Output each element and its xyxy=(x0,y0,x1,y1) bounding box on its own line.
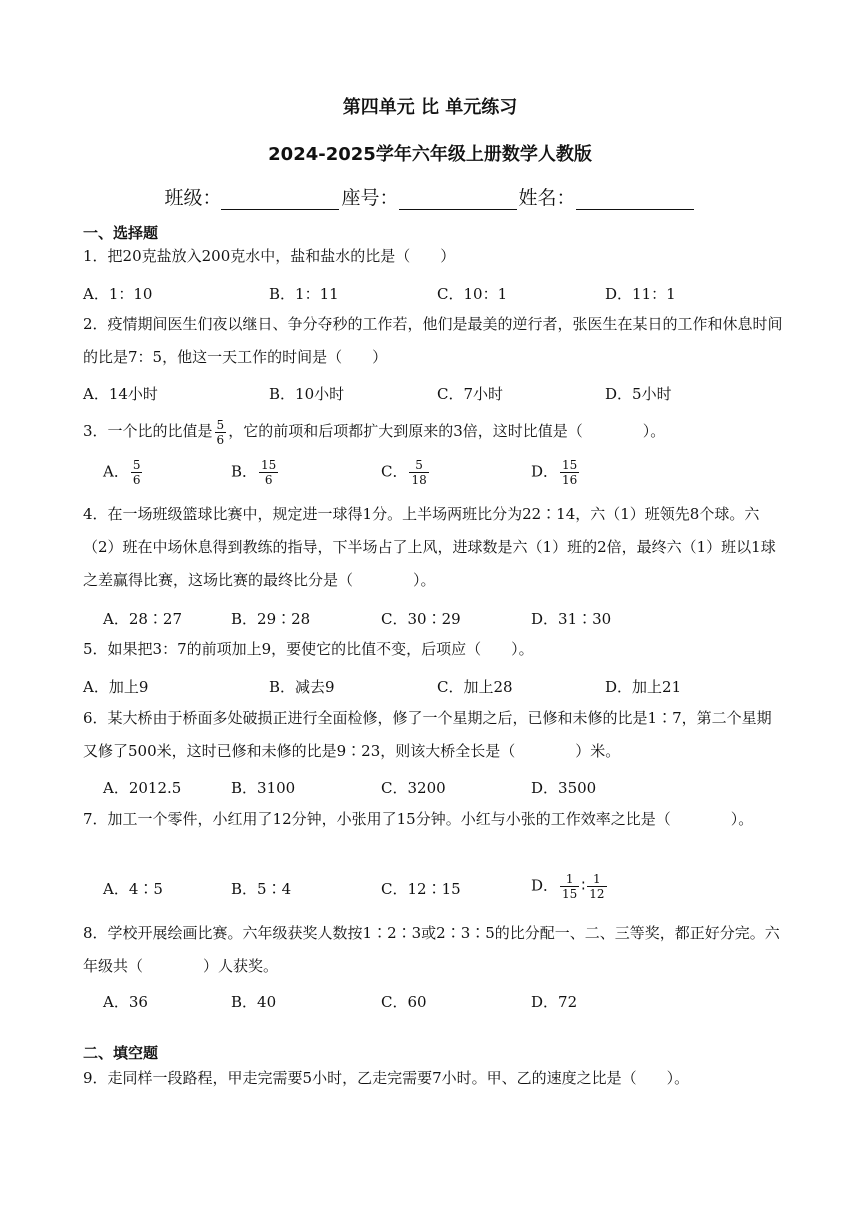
option-d: D． $\frac{15}{16}$ xyxy=(531,458,578,487)
name-blank xyxy=(576,189,694,210)
option-c: C．3200 xyxy=(381,779,446,797)
question-5: 5．如果把3：7的前项加上9，要使它的比值不变，后项应（ ）。 xyxy=(83,640,534,658)
option-d: D． $\frac{1}{15}$ ∶ $\frac{1}{12}$ xyxy=(531,872,605,901)
option-c: C． $\frac{5}{18}$ xyxy=(381,458,427,487)
fraction: $\frac{5}{6}$ xyxy=(216,417,225,447)
option-d: D．3500 xyxy=(531,779,597,797)
page-subtitle: 2024-2025学年六年级上册数学人教版 xyxy=(268,144,592,165)
question-6: 6．某大桥由于桥面多处破损正进行全面检修，修了一个星期之后，已修和未修的比是1∶7，第二个星期又修了500米，这时已修和未修的比是9∶23，则该大桥全长是（ ）米。 xyxy=(83,709,772,760)
question-3-text-pre: 3．一个比的比值是 xyxy=(83,422,213,440)
question-3-text-post: ，它的前项和后项都扩大到原来的3倍，这时比值是（ ）。 xyxy=(228,422,666,440)
section-choice-heading: 一、选择题 xyxy=(83,224,159,242)
class-blank xyxy=(221,189,339,210)
option-a: A．28∶27 xyxy=(103,610,183,628)
question-3 xyxy=(83,415,783,448)
class-label: 班级： xyxy=(164,187,222,209)
option-b: B．40 xyxy=(231,993,277,1011)
option-a: A．加上9 xyxy=(83,678,149,696)
option-d: D．72 xyxy=(531,993,578,1011)
option-a: A．2012.5 xyxy=(103,779,182,797)
option-c: C．12∶15 xyxy=(381,880,461,898)
question-8: 8．学校开展绘画比赛。六年级获奖人数按1∶2∶3或2∶3∶5的比分配一、二、三等奖，都正好分完。六年级共（ ）人获奖。 xyxy=(83,924,780,975)
option-b: B．29∶28 xyxy=(231,610,311,628)
question-4: 4．在一场班级篮球比赛中，规定进一球得1分。上半场两班比分为22∶14，六（1）班领先8个球。六（2）班在中场休息得到教练的指导，下半场占了上风，进球数是六（1）班的2倍，最终六（1）班以1球之差赢得比赛，这场比赛的最终比分是（ ）。 xyxy=(83,505,776,589)
question-1: 1．把20克盐放入200克水中，盐和盐水的比是（ ） xyxy=(83,247,456,265)
name-label: 姓名： xyxy=(518,187,576,209)
option-a: A．36 xyxy=(103,993,148,1011)
question-7: 7．加工一个零件，小红用了12分钟，小张用了15分钟。小红与小张的工作效率之比是（ ）。 xyxy=(83,810,754,828)
option-a: A．14小时 xyxy=(83,385,158,403)
option-c: C．加上28 xyxy=(437,678,513,696)
option-c: C．60 xyxy=(381,993,427,1011)
option-b: B．10小时 xyxy=(269,385,345,403)
question-3-options xyxy=(103,458,803,498)
option-b: B．3100 xyxy=(231,779,296,797)
student-info-line xyxy=(0,183,860,210)
option-b: B．1：11 xyxy=(269,285,339,303)
question-9: 9．走同样一段路程，甲走完需要5小时，乙走完需要7小时。甲、乙的速度之比是（ ）。 xyxy=(83,1069,690,1087)
option-d: D．31∶30 xyxy=(531,610,612,628)
option-b: B．减去9 xyxy=(269,678,335,696)
option-a: A．1：10 xyxy=(83,285,153,303)
seat-blank xyxy=(399,189,517,210)
option-d: D．5小时 xyxy=(605,385,672,403)
option-b: B．5∶4 xyxy=(231,880,292,898)
question-2: 2．疫情期间医生们夜以继日、争分夺秒的工作若，他们是最美的逆行者，张医生在某日的工作和休息时间的比是7：5，他这一天工作的时间是（ ） xyxy=(83,315,783,366)
option-a: A． $\frac{5}{6}$ xyxy=(103,458,141,487)
option-d: D．11：1 xyxy=(605,285,676,303)
option-c: C．7小时 xyxy=(437,385,504,403)
page-title: 第四单元 比 单元练习 xyxy=(342,97,518,118)
option-a: A．4∶5 xyxy=(103,880,163,898)
seat-label: 座号： xyxy=(341,187,399,209)
option-c: C．30∶29 xyxy=(381,610,461,628)
question-7-options xyxy=(103,872,803,918)
option-b: B． $\frac{15}{6}$ xyxy=(231,458,277,487)
option-d: D．加上21 xyxy=(605,678,682,696)
section-fill-heading: 二、填空题 xyxy=(83,1044,159,1062)
option-c: C．10：1 xyxy=(437,285,508,303)
question-8-options xyxy=(103,991,803,1031)
